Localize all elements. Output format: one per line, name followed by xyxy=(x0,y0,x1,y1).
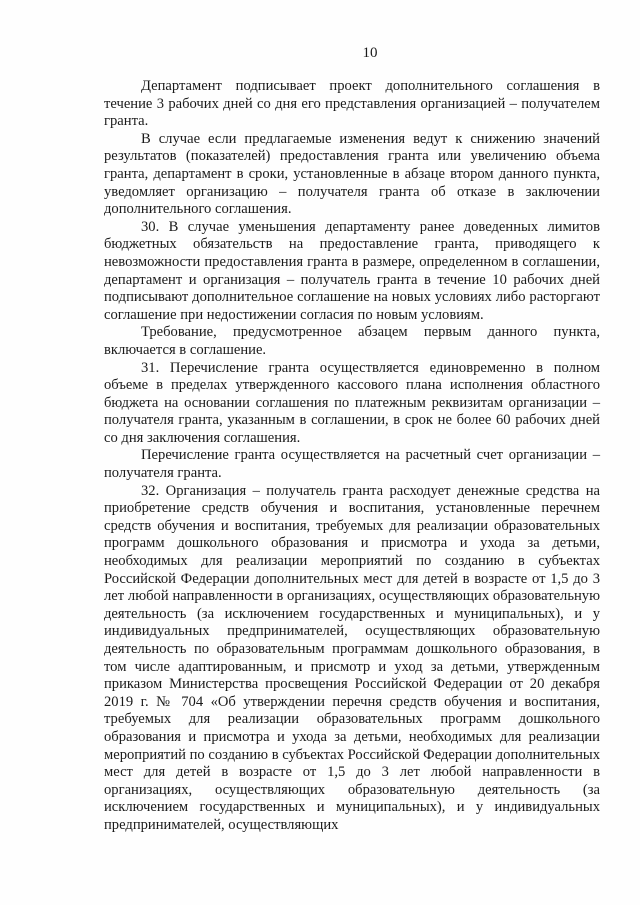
paragraph-refusal-notice: В случае если предлагаемые изменения ведут к снижению значений результатов (показателей) предоставления гранта или увеличению объема гранта, департамент в сроки, установленные в абзаце втором данного пункта, уведомляет организацию – получателя гранта об отказе в заключении дополнительного соглашения. xyxy=(104,130,600,218)
page-number: 10 xyxy=(362,45,378,61)
paragraph-agreement-signing: Департамент подписывает проект дополнительного соглашения в течение 3 рабочих дней со дня его представления организацией – получателем гранта. xyxy=(104,78,600,130)
paragraph-requirement: Требование, предусмотренное абзацем первым данного пункта, включается в соглашение. xyxy=(104,324,600,358)
document-body xyxy=(104,78,600,835)
paragraph-transfer-account: Перечисление гранта осуществляется на расчетный счет организации – получателя гранта. xyxy=(104,447,600,482)
paragraph-item-31: 31. Перечисление гранта осуществляется единовременно в полном объеме в пределах утвержденного кассового плана исполнения областного бюджета на основании соглашения по платежным реквизитам организации – получателя гранта, указанным в соглашении, в срок не более 60 рабочих дней со дня заключения соглашения. xyxy=(104,359,600,446)
paragraph-item-32: 32. Организация – получатель гранта расходует денежные средства на приобретение средств обучения и воспитания, установленные перечнем средств обучения и воспитания, требуемых для реализации образовательных программ дошкольного образования и присмотра и ухода за детьми, необходимых для реализации мероприятий по созданию в субъектах Российской Федерации дополнительных мест для детей в возрасте от 1,5 до 3 лет любой направленности в организациях, осуществляющих образовательную деятельность (за исключением государственных и муниципальных), и у индивидуальных предпринимателей, осуществляющих образовательную деятельность по образовательным программам дошкольного образования, в том числе адаптированным, и присмотр и уход за детьми, утвержденным приказом Министерства просвещения Российской Федерации от 20 декабря 2019 г. № 704 «Об утверждении перечня средств обучения и воспитания, требуемых для реализации образовательных программ дошкольного образования и присмотра и ухода за детьми, необходимых для реализации мероприятий по созданию в субъектах Российской Федерации дополнительных мест для детей в возрасте от 1,5 до 3 лет любой направленности в организациях, осуществляющих образовательную деятельность (за исключением государственных и муниципальных), и у индивидуальных предпринимателей, осуществляющих xyxy=(104,482,600,833)
paragraph-item-30: 30. В случае уменьшения департаменту ранее доведенных лимитов бюджетных обязательств на предоставление гранта, приводящего к невозможности предоставления гранта в размере, определенном в соглашении, департамент и организация – получатель гранта в течение 10 рабочих дней подписывают дополнительное соглашение на новых условиях либо расторгают соглашение при недостижении согласия по новым условиям. xyxy=(104,218,600,323)
